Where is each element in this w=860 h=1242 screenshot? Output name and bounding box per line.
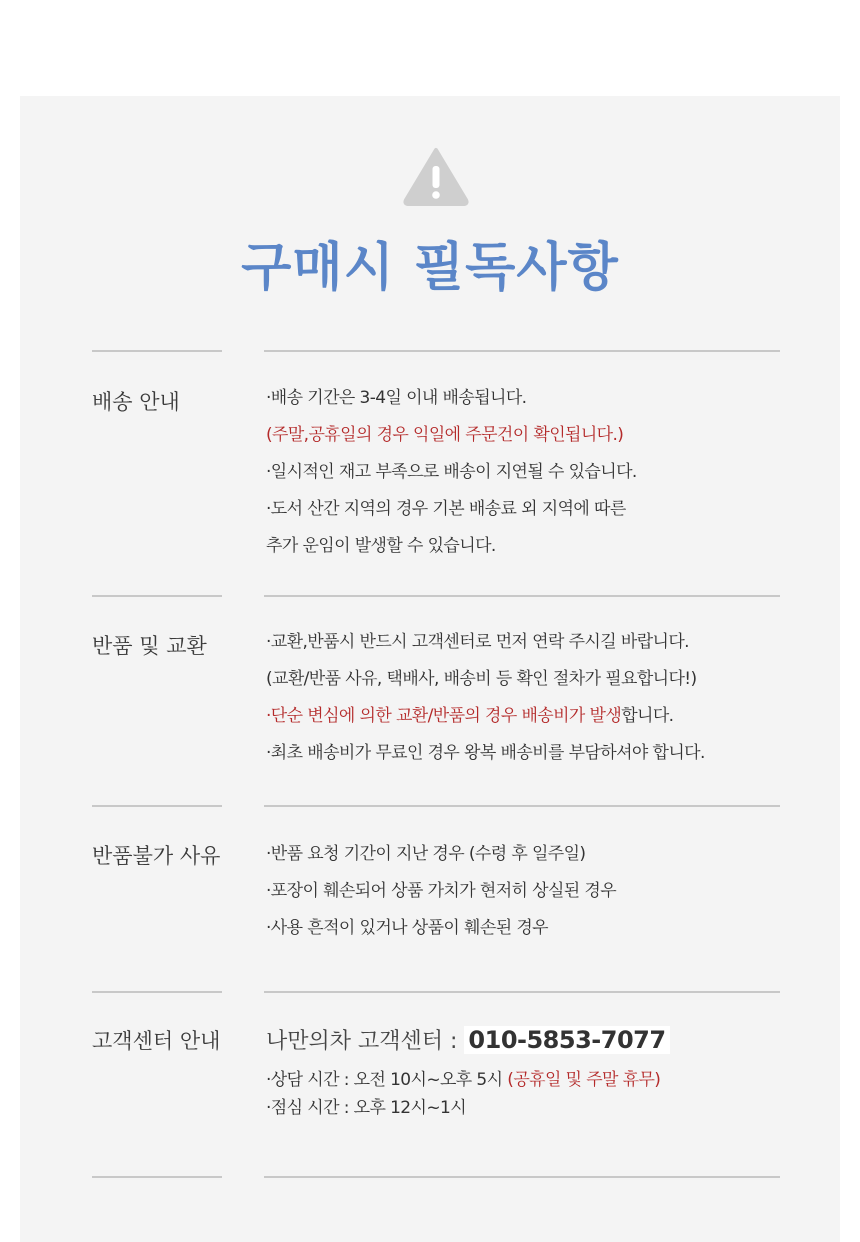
warning-triangle-icon	[402, 146, 470, 206]
consult-hours-label: ·상담 시간 : 오전 10시~오후 5시	[266, 1070, 508, 1090]
section-divider-left	[92, 1176, 222, 1178]
section-divider-right	[264, 350, 780, 352]
shipping-info-list	[266, 380, 786, 565]
shipping-line: ·배송 기간은 3-4일 이내 배송됩니다.	[266, 388, 527, 408]
section-title-shipping: 배송 안내	[92, 390, 180, 414]
return-exchange-list	[266, 624, 786, 772]
customer-center-separator: :	[443, 1029, 465, 1054]
section-divider-left	[92, 595, 222, 597]
non-returnable-line: ·포장이 훼손되어 상품 가치가 현저히 상실된 경우	[266, 881, 617, 901]
non-returnable-line: ·사용 흔적이 있거나 상품이 훼손된 경우	[266, 918, 548, 938]
section-divider-right	[264, 595, 780, 597]
non-returnable-list	[266, 836, 786, 947]
return-line: ·최초 배송비가 무료인 경우 왕복 배송비를 부담하셔야 합니다.	[266, 743, 705, 763]
section-title-customer-center: 고객센터 안내	[92, 1029, 221, 1053]
non-returnable-line: ·반품 요청 기간이 지난 경우 (수령 후 일주일)	[266, 844, 586, 864]
consult-hours	[266, 1066, 786, 1094]
return-line: ·교환,반품시 반드시 고객센터로 먼저 연락 주시길 바랍니다.	[266, 632, 689, 652]
shipping-line: ·일시적인 재고 부족으로 배송이 지연될 수 있습니다.	[266, 462, 637, 482]
customer-center-line	[266, 1022, 786, 1060]
return-line-suffix: 합니다.	[621, 706, 674, 726]
section-divider-left	[92, 350, 222, 352]
section-divider-right	[264, 805, 780, 807]
customer-center-phone[interactable]: 010-5853-7077	[464, 1026, 669, 1054]
customer-center-info	[266, 1022, 786, 1122]
page-title: 구매시 필독사항	[241, 238, 619, 298]
shipping-line: 추가 운임이 발생할 수 있습니다.	[266, 536, 496, 556]
return-line-mixed	[266, 698, 786, 735]
section-divider-right	[264, 991, 780, 993]
section-divider-left	[92, 991, 222, 993]
section-title-non-returnable: 반품불가 사유	[92, 844, 221, 868]
section-divider-left	[92, 805, 222, 807]
return-line: (교환/반품 사유, 택배사, 배송비 등 확인 절차가 필요합니다!)	[266, 669, 697, 689]
section-divider-right	[264, 1176, 780, 1178]
return-line-highlight: ·단순 변심에 의한 교환/반품의 경우 배송비가 발생	[266, 706, 622, 726]
customer-center-label: 나만의차 고객센터	[266, 1029, 444, 1054]
consult-hours-note: (공휴일 및 주말 휴무)	[507, 1070, 661, 1090]
lunch-hours: ·점심 시간 : 오후 12시~1시	[266, 1098, 467, 1118]
section-title-return-exchange: 반품 및 교환	[92, 634, 207, 658]
shipping-line: ·도서 산간 지역의 경우 기본 배송료 외 지역에 따른	[266, 499, 626, 519]
shipping-line-highlight: (주말,공휴일의 경우 익일에 주문건이 확인됩니다.)	[266, 425, 624, 445]
